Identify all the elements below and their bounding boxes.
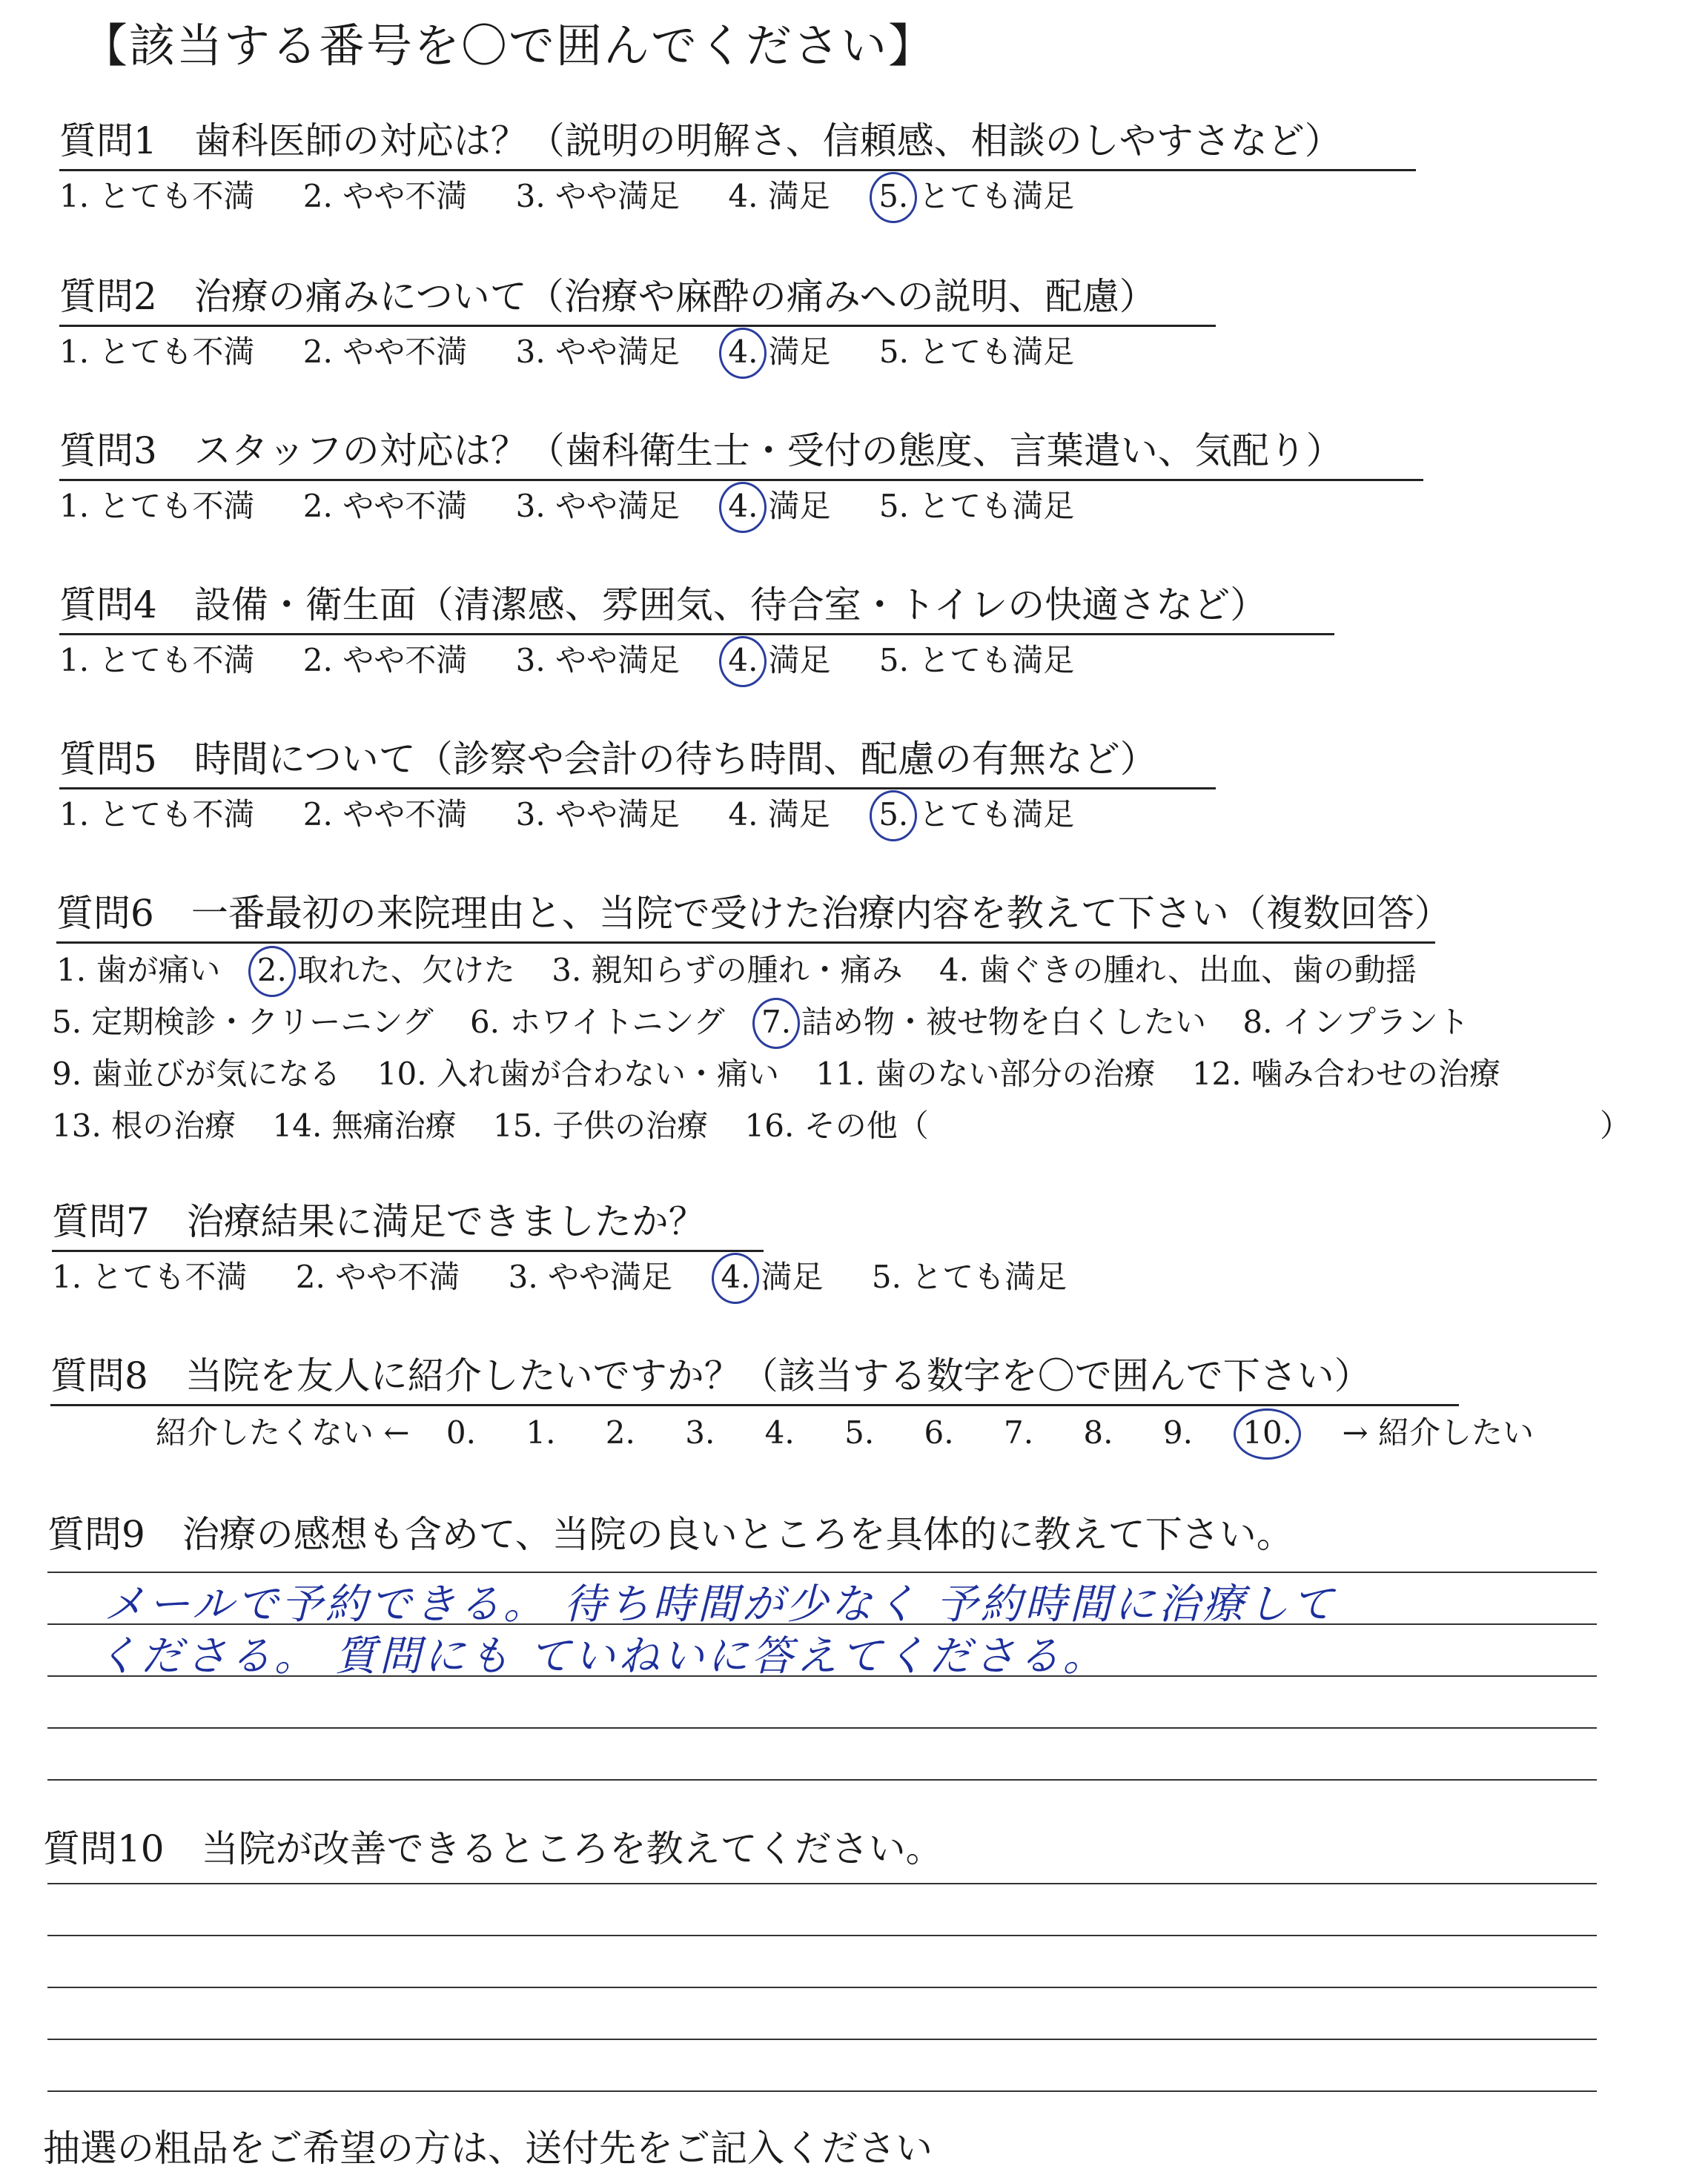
scale-8[interactable]: 8. xyxy=(1083,1414,1113,1451)
scale-right-label: → 紹介したい xyxy=(1342,1414,1534,1451)
q4-option-2[interactable]: 2. やや不満 xyxy=(302,642,468,678)
scale-5[interactable]: 5. xyxy=(844,1414,875,1451)
q7-option-5[interactable]: 5. とても満足 xyxy=(871,1259,1068,1295)
q2-selected-mark: 4. xyxy=(728,334,758,370)
question-2-heading xyxy=(59,267,1216,327)
question-10-heading xyxy=(43,1819,943,1873)
q1-option-5-label: とても満足 xyxy=(918,178,1075,214)
answer-line xyxy=(47,1883,1597,1884)
recommend-scale xyxy=(156,1408,1560,1453)
q1-option-4[interactable]: 4. 満足 xyxy=(728,178,830,214)
q2-option-4-selected[interactable] xyxy=(728,328,830,372)
question-4-text: 設備・衛生面（清潔感、雰囲気、待合室・トイレの快適さなど） xyxy=(193,583,1268,626)
question-5-label: 質問5 xyxy=(59,738,157,781)
q6-option-10[interactable]: 10. 入れ歯が合わない・痛い xyxy=(377,1056,779,1092)
answer-line xyxy=(47,1779,1597,1781)
q6-option-11[interactable]: 11. 歯のない部分の治療 xyxy=(815,1056,1156,1092)
question-9-label: 質問9 xyxy=(47,1513,145,1556)
q6-option-6[interactable]: 6. ホワイトニング xyxy=(469,1004,725,1040)
question-7-options xyxy=(52,1253,1105,1297)
question-6-heading xyxy=(56,884,1452,944)
q1-option-3[interactable]: 3. やや満足 xyxy=(515,178,681,214)
footer-note: 抽選の粗品をご希望の方は、送付先をご記入ください xyxy=(43,2127,933,2170)
q6-row-3 xyxy=(52,1050,1527,1094)
question-2-text: 治療の痛みについて（治療や麻酔の痛みへの説明、配慮） xyxy=(193,275,1156,318)
q6-option-3[interactable]: 3. 親知らずの腫れ・痛み xyxy=(552,952,903,988)
question-2-label: 質問2 xyxy=(59,275,157,318)
question-4-heading xyxy=(59,575,1334,635)
q3-option-4-selected[interactable] xyxy=(728,482,830,526)
q4-option-3[interactable]: 3. やや満足 xyxy=(515,642,681,678)
scale-6[interactable]: 6. xyxy=(924,1414,954,1451)
q1-selected-mark: 5. xyxy=(878,178,909,214)
q5-option-5-label: とても満足 xyxy=(918,796,1075,832)
q6-option-2-selected[interactable] xyxy=(257,946,515,990)
question-3-label: 質問3 xyxy=(59,429,157,472)
question-5-options xyxy=(59,790,1113,835)
q2-option-1[interactable]: 1. とても不満 xyxy=(59,334,255,370)
q3-selected-mark: 4. xyxy=(728,488,758,524)
answer-line xyxy=(47,1935,1597,1936)
q6-row-4 xyxy=(52,1102,956,1146)
question-9-heading xyxy=(47,1505,1294,1558)
question-2-options xyxy=(59,328,1113,372)
q3-option-2[interactable]: 2. やや不満 xyxy=(302,488,468,524)
scale-10-selected[interactable]: 10. xyxy=(1242,1414,1293,1451)
question-9-text: 治療の感想も含めて、当院の良いところを具体的に教えて下さい。 xyxy=(182,1513,1294,1556)
question-3-options xyxy=(59,482,1113,526)
question-10-label: 質問10 xyxy=(43,1827,165,1870)
scale-3[interactable]: 3. xyxy=(685,1414,715,1451)
q6-row-1 xyxy=(56,946,1443,990)
scale-0[interactable]: 0. xyxy=(446,1414,476,1451)
q2-option-5[interactable]: 5. とても満足 xyxy=(878,334,1075,370)
q2-option-2[interactable]: 2. やや不満 xyxy=(302,334,468,370)
q3-option-3[interactable]: 3. やや満足 xyxy=(515,488,681,524)
q6-option-12[interactable]: 12. 噛み合わせの治療 xyxy=(1191,1056,1500,1092)
q2-option-3[interactable]: 3. やや満足 xyxy=(515,334,681,370)
q5-selected-mark: 5. xyxy=(878,796,909,832)
q6-option-14[interactable]: 14. 無痛治療 xyxy=(272,1107,457,1144)
q6-option-7-label: 詰め物・被せ物を白くしたい xyxy=(801,1004,1207,1040)
question-1-heading xyxy=(59,111,1416,171)
question-4-options xyxy=(59,636,1113,681)
q4-option-1[interactable]: 1. とても不満 xyxy=(59,642,255,678)
q1-option-2[interactable]: 2. やや不満 xyxy=(302,178,468,214)
q7-option-2[interactable]: 2. やや不満 xyxy=(295,1259,460,1295)
question-6-text: 一番最初の来院理由と、当院で受けた治療内容を教えて下さい（複数回答） xyxy=(191,892,1452,935)
question-4-label: 質問4 xyxy=(59,583,157,626)
q5-option-3[interactable]: 3. やや満足 xyxy=(515,796,681,832)
q6-option-16[interactable]: 16. その他（ xyxy=(744,1107,929,1144)
answer-line xyxy=(47,1727,1597,1729)
q4-option-4-label: 満足 xyxy=(768,642,831,678)
question-7-text: 治療結果に満足できましたか？ xyxy=(186,1200,706,1243)
question-1-options xyxy=(59,172,1113,216)
q6-option-2-label: 取れた、欠けた xyxy=(297,952,515,988)
question-8-text: 当院を友人に紹介したいですか？（該当する数字を〇で囲んで下さい） xyxy=(185,1354,1371,1397)
q7-option-1[interactable]: 1. とても不満 xyxy=(52,1259,248,1295)
q6-option-5[interactable]: 5. 定期検診・クリーニング xyxy=(52,1004,434,1040)
q6-selected-mark-2: 2. xyxy=(256,952,287,988)
scale-2[interactable]: 2. xyxy=(605,1414,635,1451)
scale-left-label: 紹介したくない ← xyxy=(156,1414,410,1451)
q2-option-4-label: 満足 xyxy=(768,334,831,370)
q9-handwritten-answer-line-1[interactable]: メールで予約できる。 待ち時間が少なく 予約時間に治療して xyxy=(104,1580,1337,1629)
q1-option-5-selected[interactable] xyxy=(878,172,1074,216)
scale-9[interactable]: 9. xyxy=(1162,1414,1193,1451)
question-7-label: 質問7 xyxy=(52,1200,150,1243)
question-8-heading xyxy=(50,1346,1459,1406)
q4-selected-mark: 4. xyxy=(728,642,758,678)
q4-option-5[interactable]: 5. とても満足 xyxy=(878,642,1075,678)
q5-option-5-selected[interactable] xyxy=(878,790,1074,835)
q6-other-close: ） xyxy=(1600,1107,1632,1144)
q7-option-3[interactable]: 3. やや満足 xyxy=(508,1259,673,1295)
question-3-heading xyxy=(59,421,1423,481)
answer-line xyxy=(47,2039,1597,2040)
q5-option-1[interactable]: 1. とても不満 xyxy=(59,796,255,832)
q6-option-4[interactable]: 4. 歯ぐきの腫れ、出血、歯の動揺 xyxy=(939,952,1417,988)
q1-option-1[interactable]: 1. とても不満 xyxy=(59,178,255,214)
question-1-text: 歯科医師の対応は？（説明の明解さ、信頼感、相談のしやすさなど） xyxy=(193,119,1342,162)
q6-option-15[interactable]: 15. 子供の治療 xyxy=(493,1107,709,1144)
question-7-heading xyxy=(52,1192,764,1252)
question-6-label: 質問6 xyxy=(56,892,154,935)
question-5-text: 時間について（診察や会計の待ち時間、配慮の有無など） xyxy=(193,738,1157,781)
q7-selected-mark: 4. xyxy=(721,1259,751,1295)
q3-option-5[interactable]: 5. とても満足 xyxy=(878,488,1075,524)
q6-row-2 xyxy=(52,998,1496,1042)
scale-7[interactable]: 7. xyxy=(1003,1414,1034,1451)
q6-option-1[interactable]: 1. 歯が痛い xyxy=(56,952,221,988)
question-3-text: スタッフの対応は？（歯科衛生士・受付の態度、言葉遣い、気配り） xyxy=(193,429,1343,472)
q7-option-4-selected[interactable] xyxy=(721,1253,823,1297)
answer-line xyxy=(47,1987,1597,1988)
q5-option-2[interactable]: 2. やや不満 xyxy=(302,796,468,832)
q6-option-7-selected[interactable] xyxy=(761,998,1206,1042)
question-8-label: 質問8 xyxy=(50,1354,148,1397)
scale-1[interactable]: 1. xyxy=(526,1414,556,1451)
form-title: 【該当する番号を〇で囲んでください】 xyxy=(82,19,936,73)
q9-handwritten-answer-line-2[interactable]: くださる。 質問にも ていねいに答えてくださる。 xyxy=(96,1632,1108,1681)
q6-option-8[interactable]: 8. インプラント xyxy=(1242,1004,1469,1040)
q7-option-4-label: 満足 xyxy=(761,1259,824,1295)
q3-option-4-label: 満足 xyxy=(768,488,831,524)
scale-4[interactable]: 4. xyxy=(764,1414,795,1451)
question-1-label: 質問1 xyxy=(59,119,157,162)
q6-option-13[interactable]: 13. 根の治療 xyxy=(52,1107,236,1144)
q3-option-1[interactable]: 1. とても不満 xyxy=(59,488,255,524)
q5-option-4[interactable]: 4. 満足 xyxy=(728,796,830,832)
q6-selected-mark-7: 7. xyxy=(761,1004,792,1040)
q6-option-9[interactable]: 9. 歯並びが気になる xyxy=(52,1056,341,1092)
question-10-text: 当院が改善できるところを教えてください。 xyxy=(201,1827,943,1870)
q4-option-4-selected[interactable] xyxy=(728,636,830,681)
answer-line xyxy=(47,2090,1597,2092)
question-5-heading xyxy=(59,729,1216,789)
